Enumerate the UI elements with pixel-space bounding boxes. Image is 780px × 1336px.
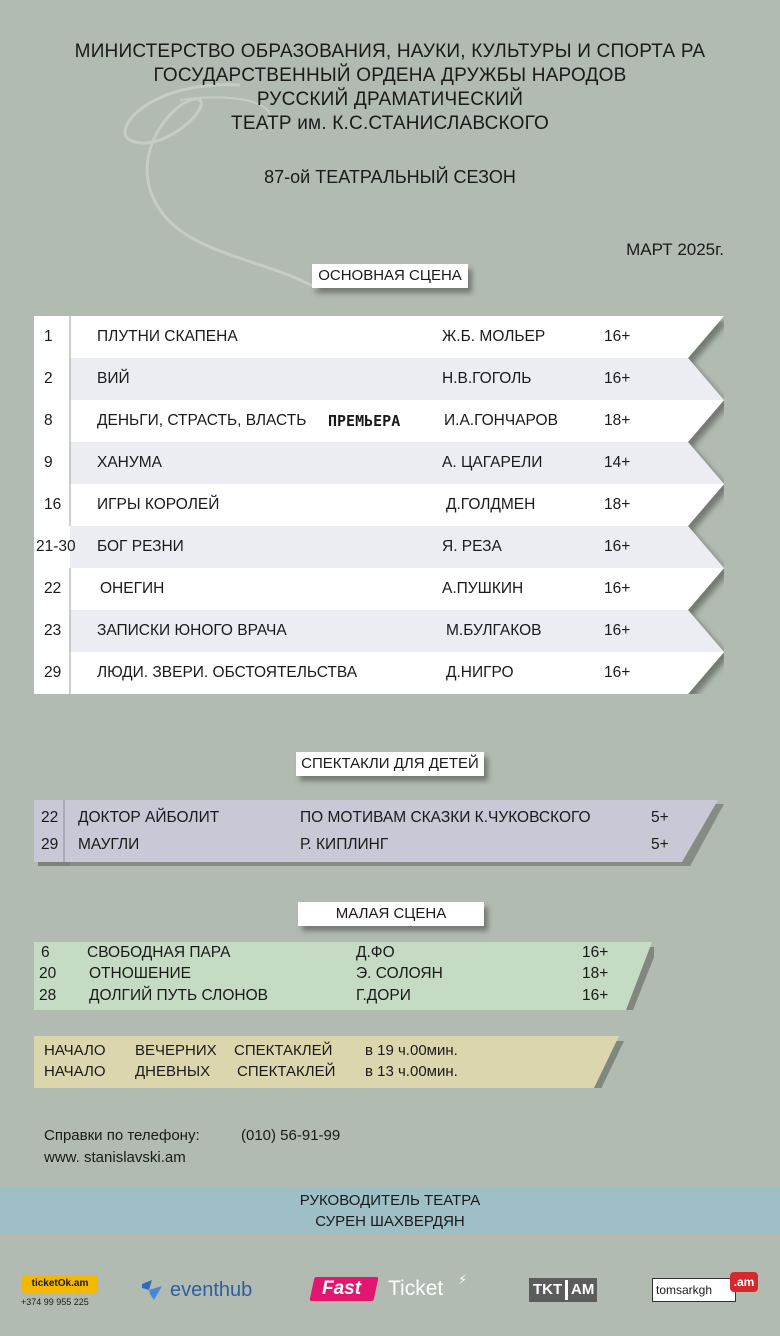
table-row: [34, 568, 724, 610]
header-line-drama: РУССКИЙ ДРАМАТИЧЕСКИЙ: [256, 89, 524, 110]
times-label: НАЧАЛО: [44, 1063, 106, 1080]
row-title: ОНЕГИН: [100, 580, 165, 597]
row-date: 9: [44, 454, 53, 471]
row-title: ПЛУТНИ СКАПЕНА: [97, 328, 238, 345]
director-name: СУРЕН ШАХВЕРДЯН: [315, 1213, 465, 1230]
row-title: ХАНУМА: [97, 454, 162, 471]
header-line-ministry: МИНИСТЕРСТВО ОБРАЗОВАНИЯ, НАУКИ, КУЛЬТУРЫ И СПОРТА РА: [74, 41, 706, 62]
small-age: 16+: [582, 944, 609, 961]
tkt-separator: [565, 1280, 568, 1300]
row-title: ИГРЫ КОРОЛЕЙ: [97, 496, 220, 513]
ticket-text: Ticket: [388, 1277, 444, 1300]
main-stage-title: ОСНОВНАЯ СЦЕНА: [312, 264, 468, 288]
tomsarkgh-logo[interactable]: [652, 1278, 736, 1302]
row-author: Я. РЕЗА: [442, 538, 502, 555]
kids-table: [34, 800, 724, 866]
small-stage-table: [34, 942, 654, 1010]
phone-line: [44, 1127, 341, 1144]
row-title: БОГ РЕЗНИ: [97, 538, 184, 555]
phone-label: Справки по телефону:: [44, 1127, 200, 1144]
row-age: 16+: [604, 580, 631, 597]
row-date: 2: [44, 370, 53, 387]
kids-author: ПО МОТИВАМ СКАЗКИ К.ЧУКОВСКОГО: [300, 809, 591, 826]
list-item: [34, 985, 654, 1006]
row-age: 18+: [604, 496, 631, 513]
phone-number[interactable]: (010) 56-91-99: [241, 1127, 341, 1144]
row-date: 23: [44, 622, 62, 639]
times-word: СПЕКТАКЛЕЙ: [237, 1063, 336, 1080]
small-author: Э. СОЛОЯН: [356, 965, 443, 982]
row-date: 8: [44, 412, 53, 429]
times-word: СПЕКТАКЛЕЙ: [234, 1042, 333, 1059]
kids-age: 5+: [651, 809, 669, 826]
row-author: Н.В.ГОГОЛЬ: [442, 370, 532, 387]
row-age: 16+: [604, 370, 631, 387]
row-author: А.ПУШКИН: [442, 580, 524, 597]
times-value: в 19 ч.00мин.: [365, 1042, 458, 1059]
tomsarkgh-am-badge: [730, 1272, 758, 1292]
small-title-text: СВОБОДНАЯ ПАРА: [87, 944, 231, 961]
row-title: ЛЮДИ. ЗВЕРИ. ОБСТОЯТЕЛЬСТВА: [97, 664, 358, 681]
website-link[interactable]: www. stanislavski.am: [44, 1149, 186, 1166]
table-row: [34, 400, 724, 442]
row-title: ВИЙ: [97, 370, 130, 387]
times-kind: ДНЕВНЫХ: [135, 1063, 211, 1080]
table-row: [34, 484, 724, 526]
tkt-am-text: AM: [571, 1281, 595, 1298]
row-age: 16+: [604, 538, 631, 555]
ticketok-text: ticketOk.am: [31, 1278, 89, 1289]
tomsarkgh-am-text: .am: [733, 1275, 755, 1289]
row-author: Ж.Б. МОЛЬЕР: [442, 328, 546, 345]
times-kind: ВЕЧЕРНИХ: [135, 1042, 217, 1059]
list-item: [34, 942, 654, 963]
row-age: 18+: [604, 412, 631, 429]
row-title: ДЕНЬГИ, СТРАСТЬ, ВЛАСТЬ: [97, 412, 307, 429]
tomsarkgh-text: tomsarkgh: [656, 1283, 713, 1297]
director-role: РУКОВОДИТЕЛЬ ТЕАТРА: [299, 1192, 481, 1209]
small-title-text: ДОЛГИЙ ПУТЬ СЛОНОВ: [89, 987, 268, 1004]
tktam-logo[interactable]: [529, 1278, 597, 1302]
main-stage-table: [34, 316, 724, 694]
small-age: 16+: [582, 987, 609, 1004]
director-band: [0, 1188, 780, 1234]
ticketok-phone: +374 99 955 225: [21, 1297, 89, 1307]
times-value: в 13 ч.00мин.: [365, 1063, 458, 1080]
lightning-icon: ⚡: [458, 1272, 468, 1287]
list-item: [34, 804, 724, 831]
row-age: 16+: [604, 328, 631, 345]
start-times: [34, 1036, 624, 1088]
list-item: [34, 963, 654, 984]
kids-age: 5+: [651, 836, 669, 853]
table-row: [34, 610, 724, 652]
header-line-order: ГОСУДАРСТВЕННЫЙ ОРДЕНА ДРУЖБЫ НАРОДОВ: [153, 65, 627, 86]
row-date: 29: [44, 664, 62, 681]
eventhub-text: eventhub: [170, 1279, 253, 1301]
small-title-text: ОТНОШЕНИЕ: [89, 965, 191, 982]
row-author: А. ЦАГАРЕЛИ: [442, 454, 543, 471]
kids-author: Р. КИПЛИНГ: [300, 836, 389, 853]
kids-date: 29: [41, 836, 59, 853]
row-author: Д.НИГРО: [446, 664, 514, 681]
kids-title-text: ДОКТОР АЙБОЛИТ: [78, 809, 220, 826]
row-author: М.БУЛГАКОВ: [446, 622, 542, 639]
row-date: 21-30: [36, 538, 76, 555]
eventhub-icon: [140, 1278, 164, 1302]
partner-logos: [0, 1266, 780, 1316]
table-row: [34, 358, 724, 400]
small-date: 6: [41, 944, 50, 961]
times-label: НАЧАЛО: [44, 1042, 106, 1059]
premiere-badge: ПРЕМЬЕРА: [328, 412, 401, 430]
row-date: 1: [44, 328, 53, 345]
row-date: 22: [44, 580, 62, 597]
table-row: [34, 526, 724, 568]
row-title: ЗАПИСКИ ЮНОГО ВРАЧА: [97, 622, 287, 639]
small-author: Д.ФО: [356, 944, 395, 961]
small-stage-title: МАЛАЯ СЦЕНА: [298, 902, 484, 926]
row-age: 16+: [604, 664, 631, 681]
small-age: 18+: [582, 965, 609, 982]
ticketok-logo[interactable]: [22, 1275, 98, 1293]
row-age: 14+: [604, 454, 631, 471]
small-date: 20: [39, 965, 57, 982]
list-item: [34, 831, 724, 858]
small-date: 28: [39, 987, 57, 1004]
fastticket-logo[interactable]: [312, 1272, 472, 1304]
table-row: [34, 652, 724, 694]
row-age: 16+: [604, 622, 631, 639]
season-title: 87-ой ТЕАТРАЛЬНЫЙ СЕЗОН: [264, 167, 516, 187]
small-author: Г.ДОРИ: [356, 987, 411, 1004]
header-line-theatre: ТЕАТР им. К.С.СТАНИСЛАВСКОГО: [231, 113, 549, 134]
tkt-text: TKT: [533, 1281, 563, 1298]
kids-title: СПЕКТАКЛИ ДЛЯ ДЕТЕЙ: [296, 752, 484, 776]
theatre-header: [0, 40, 780, 136]
table-row: [34, 442, 724, 484]
table-row: [34, 316, 724, 358]
kids-date: 22: [41, 809, 59, 826]
row-date: 16: [44, 496, 62, 513]
row-author: И.А.ГОНЧАРОВ: [444, 412, 558, 429]
month-label: МАРТ 2025г.: [626, 240, 724, 259]
kids-title-text: МАУГЛИ: [78, 836, 140, 853]
row-author: Д.ГОЛДМЕН: [446, 496, 536, 513]
fast-text: Fast: [322, 1278, 362, 1299]
